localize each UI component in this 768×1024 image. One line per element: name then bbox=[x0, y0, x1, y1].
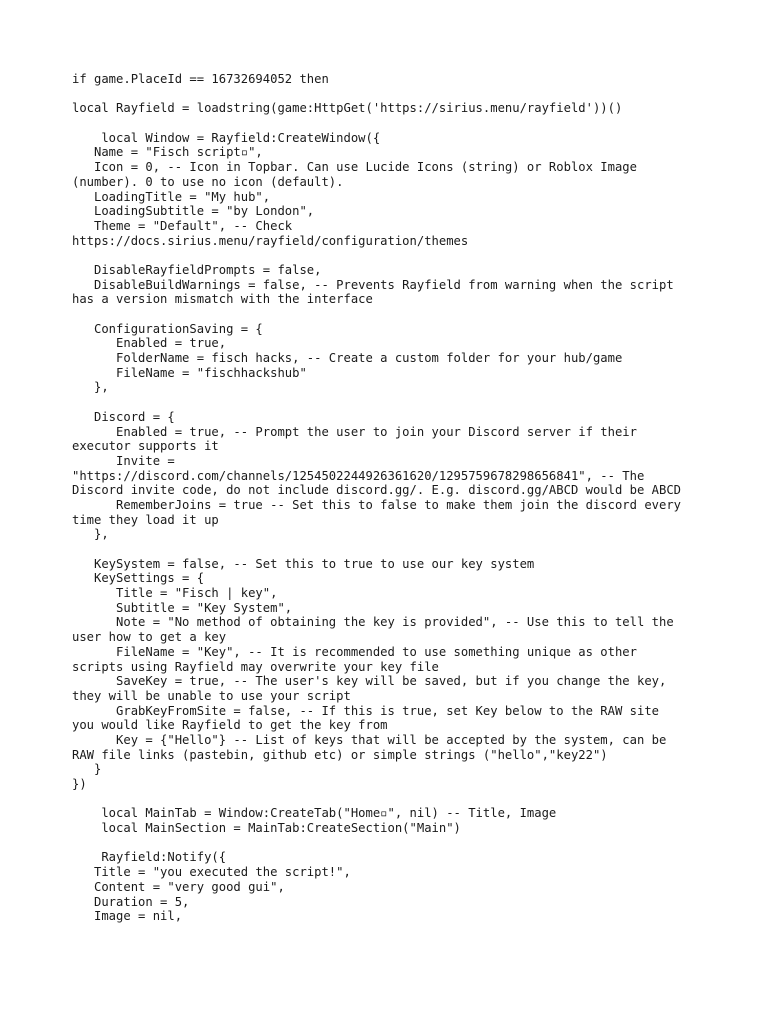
code-line: KeySystem = false, -- Set this to true to use our key system bbox=[72, 556, 535, 571]
code-line: Title = "Fisch | key", bbox=[72, 586, 278, 601]
code-line: local MainTab = Window:CreateTab("Home▫", nil) -- Title, Image bbox=[72, 806, 557, 821]
code-line: GrabKeyFromSite = false, -- If this is true, set Key below to the RAW site bbox=[72, 703, 659, 718]
code-line: } bbox=[72, 762, 102, 777]
code-line: }, bbox=[72, 380, 109, 395]
code-line: DisableRayfieldPrompts = false, bbox=[72, 262, 322, 277]
code-line: if game.PlaceId == 16732694052 then bbox=[72, 72, 329, 86]
code-line: Subtitle = "Key System", bbox=[72, 600, 293, 615]
code-line: }) bbox=[72, 777, 87, 791]
code-line: RAW file links (pastebin, github etc) or simple strings ("hello","key22") bbox=[72, 747, 608, 762]
code-line: user how to get a key bbox=[72, 630, 227, 645]
code-line: local MainSection = MainTab:CreateSection("Main") bbox=[72, 821, 461, 836]
code-line: (number). 0 to use no icon (default). bbox=[72, 174, 344, 189]
code-line: local Window = Rayfield:CreateWindow({ bbox=[72, 130, 381, 145]
code-line: }, bbox=[72, 527, 109, 542]
code-line: ConfigurationSaving = { bbox=[72, 321, 263, 336]
code-line: local Rayfield = loadstring(game:HttpGet('https://sirius.menu/rayfield'))() bbox=[72, 101, 623, 116]
code-line: Rayfield:Notify({ bbox=[72, 850, 227, 865]
code-line: time they load it up bbox=[72, 512, 219, 527]
code-line: LoadingTitle = "My hub", bbox=[72, 189, 271, 204]
code-line: LoadingSubtitle = "by London", bbox=[72, 204, 315, 219]
code-line: Icon = 0, -- Icon in Topbar. Can use Lucide Icons (string) or Roblox Image bbox=[72, 160, 637, 175]
code-line: Invite = bbox=[72, 453, 175, 468]
code-line: FileName = "Key", -- It is recommended to use something unique as other bbox=[72, 644, 637, 659]
code-line: KeySettings = { bbox=[72, 571, 205, 586]
code-line: Enabled = true, -- Prompt the user to join your Discord server if their bbox=[72, 424, 637, 439]
code-line: SaveKey = true, -- The user's key will be saved, but if you change the key, bbox=[72, 674, 667, 689]
code-line: you would like Rayfield to get the key from bbox=[72, 718, 388, 733]
code-line bbox=[72, 248, 696, 263]
code-line: Title = "you executed the script!", bbox=[72, 865, 351, 880]
code-line: Enabled = true, bbox=[72, 336, 227, 351]
code-line bbox=[72, 116, 696, 131]
code-line: Name = "Fisch script▫", bbox=[72, 145, 263, 160]
code-line: scripts using Rayfield may overwrite your key file bbox=[72, 659, 439, 674]
code-line bbox=[72, 792, 696, 807]
code-line: has a version mismatch with the interface bbox=[72, 292, 373, 307]
code-line: "https://discord.com/channels/1254502244926361620/1295759678298656841", -- The bbox=[72, 468, 645, 483]
code-line: DisableBuildWarnings = false, -- Prevents Rayfield from warning when the script bbox=[72, 277, 674, 292]
code-line: Content = "very good gui", bbox=[72, 879, 285, 894]
code-line bbox=[72, 395, 696, 410]
script-text bbox=[72, 72, 696, 924]
code-line bbox=[72, 87, 696, 102]
code-line: they will be unable to use your script bbox=[72, 688, 351, 703]
code-line: Note = "No method of obtaining the key is provided", -- Use this to tell the bbox=[72, 615, 674, 630]
code-line: https://docs.sirius.menu/rayfield/configuration/themes bbox=[72, 233, 469, 248]
code-line: executor supports it bbox=[72, 439, 219, 454]
code-line bbox=[72, 542, 696, 557]
code-line: Image = nil, bbox=[72, 909, 183, 924]
code-line: Duration = 5, bbox=[72, 894, 190, 909]
code-line: FileName = "fischhackshub" bbox=[72, 365, 307, 380]
code-line bbox=[72, 836, 696, 851]
code-line: Discord = { bbox=[72, 409, 175, 424]
code-line: Theme = "Default", -- Check bbox=[72, 218, 293, 233]
code-line: RememberJoins = true -- Set this to false to make them join the discord every bbox=[72, 497, 682, 512]
code-line: FolderName = fisch hacks, -- Create a custom folder for your hub/game bbox=[72, 351, 623, 366]
code-line: Key = {"Hello"} -- List of keys that will be accepted by the system, can be bbox=[72, 732, 667, 747]
code-line bbox=[72, 307, 696, 322]
code-line: Discord invite code, do not include discord.gg/. E.g. discord.gg/ABCD would be ABCD bbox=[72, 483, 682, 498]
